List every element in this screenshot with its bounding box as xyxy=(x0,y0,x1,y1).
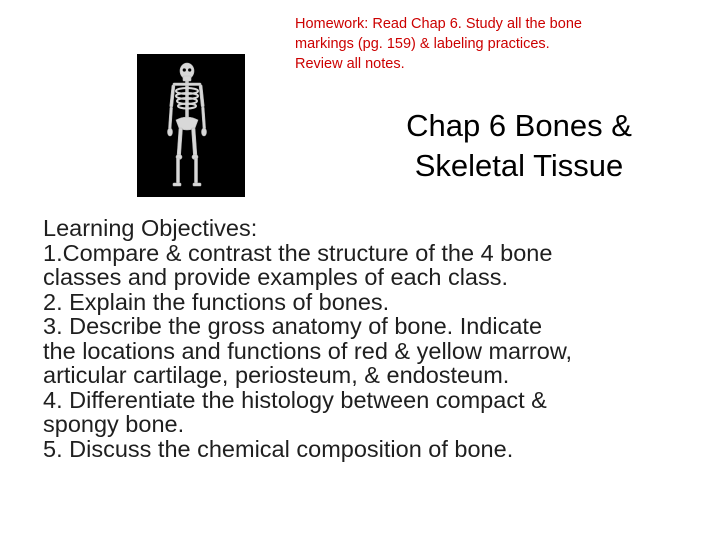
objective-item-4: 4. Differentiate the histology between compact & spongy bone. xyxy=(43,386,547,437)
homework-note: Homework: Read Chap 6. Study all the bone markings (pg. 159) & labeling practices. Review all notes. xyxy=(295,16,582,72)
slide-title: Chap 6 Bones & Skeletal Tissue xyxy=(406,108,632,183)
objective-item-3: 3. Describe the gross anatomy of bone. Indicate the locations and functions of red & yellow marrow, articular cartilage, periosteum, & endosteum. xyxy=(43,313,573,388)
objective-item-5: 5. Discuss the chemical composition of bone. xyxy=(43,435,514,462)
objective-item-1: 1.Compare & contrast the structure of the 4 bone classes and provide examples of each class. xyxy=(43,239,553,290)
skeleton-image xyxy=(137,54,245,197)
learning-objectives xyxy=(43,216,703,461)
skeleton-icon xyxy=(137,54,245,197)
objective-item-2: 2. Explain the functions of bones. xyxy=(43,288,390,315)
objectives-heading: Learning Objectives: xyxy=(43,215,258,241)
